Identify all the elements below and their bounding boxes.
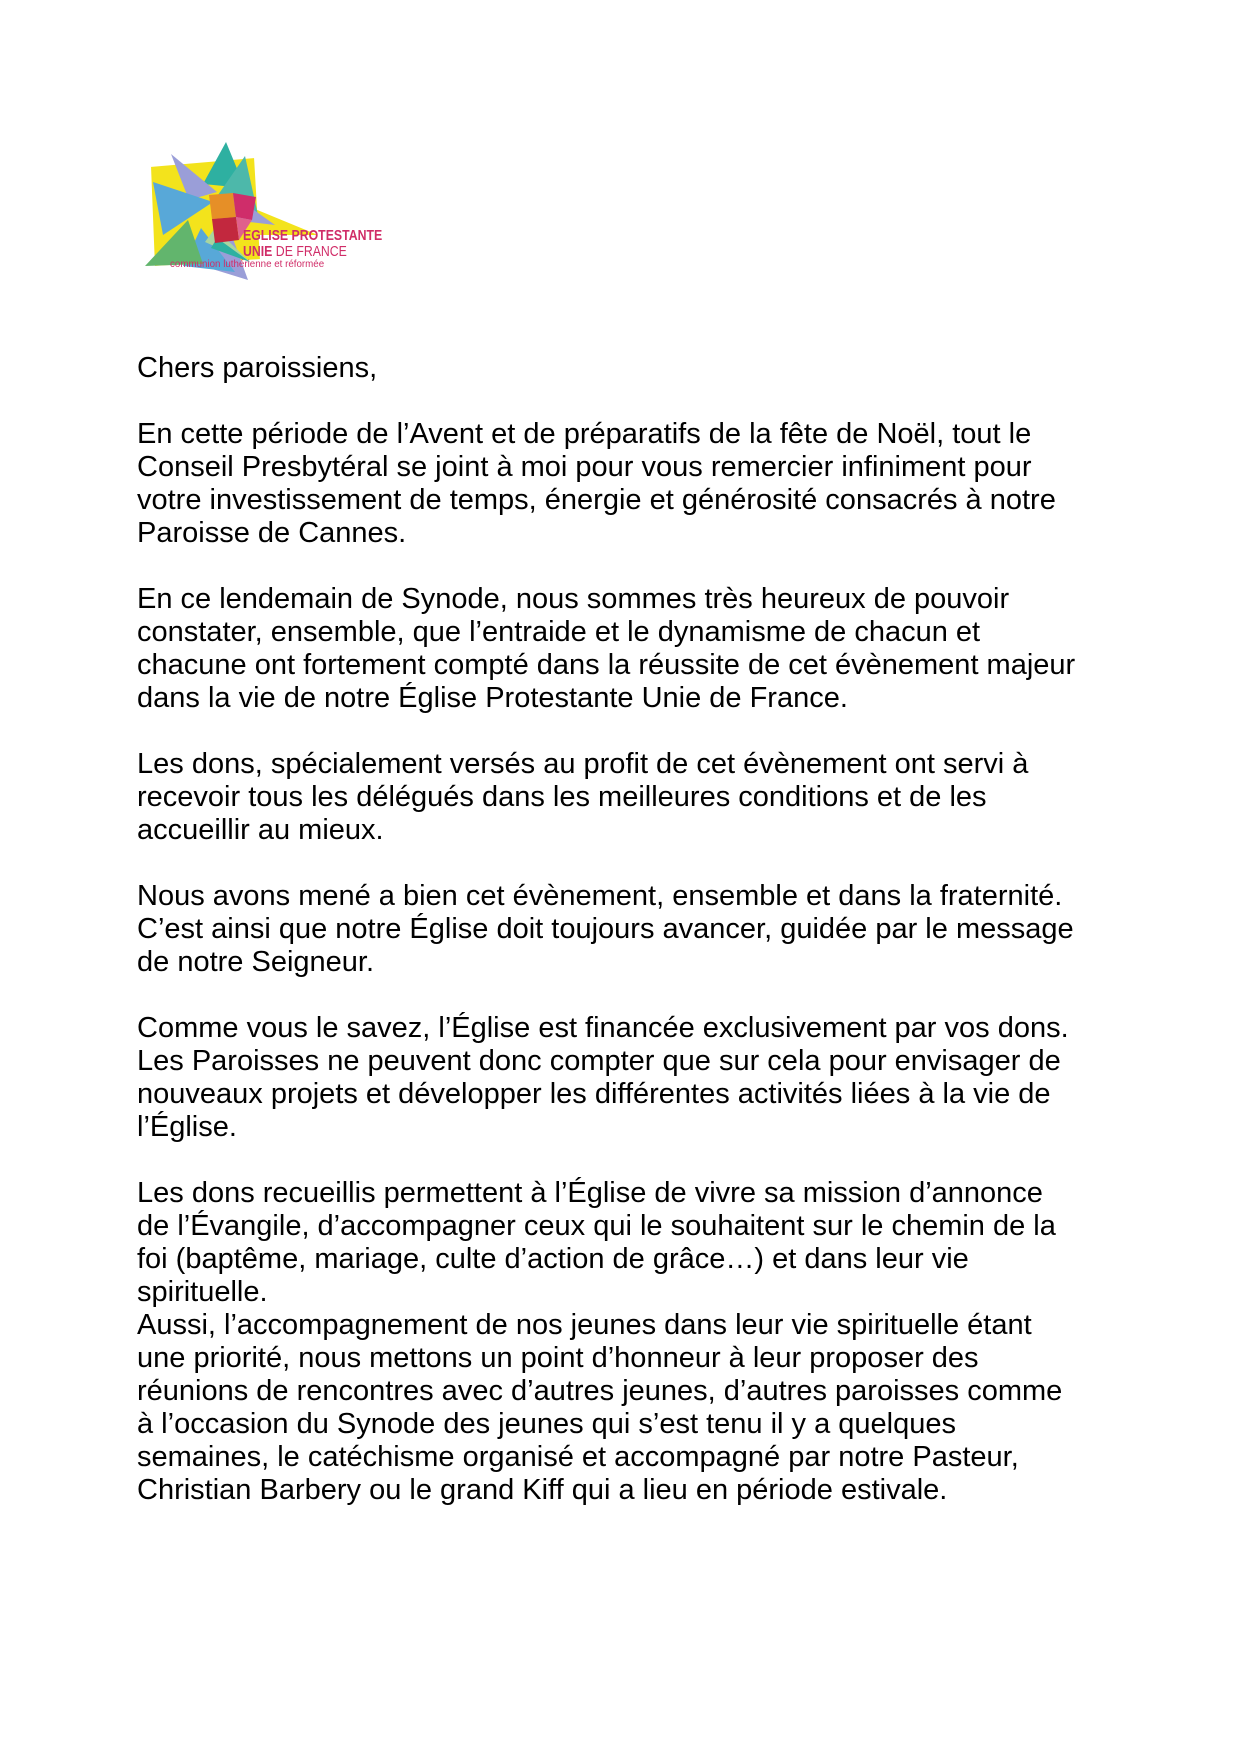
text-line: réunions de rencontres avec d’autres jeunes, d’autres paroisses comme bbox=[137, 1375, 1063, 1407]
text-line: semaines, le catéchisme organisé et accompagné par notre Pasteur, bbox=[137, 1441, 1019, 1473]
text-line: En ce lendemain de Synode, nous sommes très heureux de pouvoir bbox=[137, 583, 1010, 615]
paragraph bbox=[137, 880, 1177, 979]
text-line: Aussi, l’accompagnement de nos jeunes dans leur vie spirituelle étant bbox=[137, 1309, 1032, 1341]
text-line: de l’Évangile, d’accompagner ceux qui le souhaitent sur le chemin de la bbox=[137, 1210, 1056, 1242]
text-line: Comme vous le savez, l’Église est financée exclusivement par vos dons. bbox=[137, 1012, 1069, 1044]
text-line: Christian Barbery ou le grand Kiff qui a lieu en période estivale. bbox=[137, 1474, 948, 1506]
paragraph bbox=[137, 1177, 1177, 1309]
logo-crimson-square bbox=[212, 217, 239, 243]
salutation: Chers paroissiens, bbox=[137, 352, 378, 384]
text-line: Nous avons mené a bien cet évènement, ensemble et dans la fraternité. bbox=[137, 880, 1063, 912]
text-line: recevoir tous les délégués dans les meilleures conditions et de les bbox=[137, 781, 987, 813]
logo-tagline: communion luthérienne et réformée bbox=[170, 258, 325, 270]
text-line: spirituelle. bbox=[137, 1276, 268, 1308]
letter-body bbox=[137, 352, 1177, 1507]
logo-orange-square bbox=[209, 193, 236, 219]
logo-name-de-france: DE FRANCE bbox=[272, 243, 347, 260]
text-line: chacune ont fortement compté dans la réussite de cet évènement majeur bbox=[137, 649, 1076, 681]
text-line: dans la vie de notre Église Protestante Unie de France. bbox=[137, 682, 848, 714]
logo-magenta-square bbox=[233, 193, 256, 220]
text-line: nouveaux projets et développer les différentes activités liées à la vie de bbox=[137, 1078, 1051, 1110]
logo-wordmark bbox=[243, 228, 413, 259]
text-line: foi (baptême, mariage, culte d’action de grâce…) et dans leur vie bbox=[137, 1243, 969, 1275]
text-line: votre investissement de temps, énergie et générosité consacrés à notre bbox=[137, 484, 1056, 516]
paragraph bbox=[137, 583, 1177, 715]
text-line: C’est ainsi que notre Église doit toujours avancer, guidée par le message bbox=[137, 913, 1074, 945]
text-line: Les Paroisses ne peuvent donc compter que sur cela pour envisager de bbox=[137, 1045, 1061, 1077]
logo-name-line2 bbox=[243, 244, 382, 259]
text-line: Les dons recueillis permettent à l’Église de vivre sa mission d’annonce bbox=[137, 1177, 1043, 1209]
paragraph bbox=[137, 1309, 1177, 1507]
text-line: de notre Seigneur. bbox=[137, 946, 375, 978]
text-line: Les dons, spécialement versés au profit de cet évènement ont servi à bbox=[137, 748, 1029, 780]
epudf-logo bbox=[133, 140, 383, 280]
text-line: Conseil Presbytéral se joint à moi pour vous remercier infiniment pour bbox=[137, 451, 1032, 483]
letter-paragraphs bbox=[137, 418, 1177, 1507]
text-line: une priorité, nous mettons un point d’honneur à leur proposer des bbox=[137, 1342, 979, 1374]
paragraph bbox=[137, 418, 1177, 550]
text-line: En cette période de l’Avent et de préparatifs de la fête de Noël, tout le bbox=[137, 418, 1032, 450]
text-line: à l’occasion du Synode des jeunes qui s’est tenu il y a quelques bbox=[137, 1408, 956, 1440]
text-line: l’Église. bbox=[137, 1111, 237, 1143]
text-line: Paroisse de Cannes. bbox=[137, 517, 407, 549]
paragraph bbox=[137, 748, 1177, 847]
text-line: accueillir au mieux. bbox=[137, 814, 384, 846]
logo-name-unie: UNIE bbox=[243, 243, 273, 260]
text-line: constater, ensemble, que l’entraide et le dynamisme de chacun et bbox=[137, 616, 981, 648]
paragraph bbox=[137, 1012, 1177, 1144]
logo-name-line1: EGLISE PROTESTANTE bbox=[243, 227, 383, 244]
